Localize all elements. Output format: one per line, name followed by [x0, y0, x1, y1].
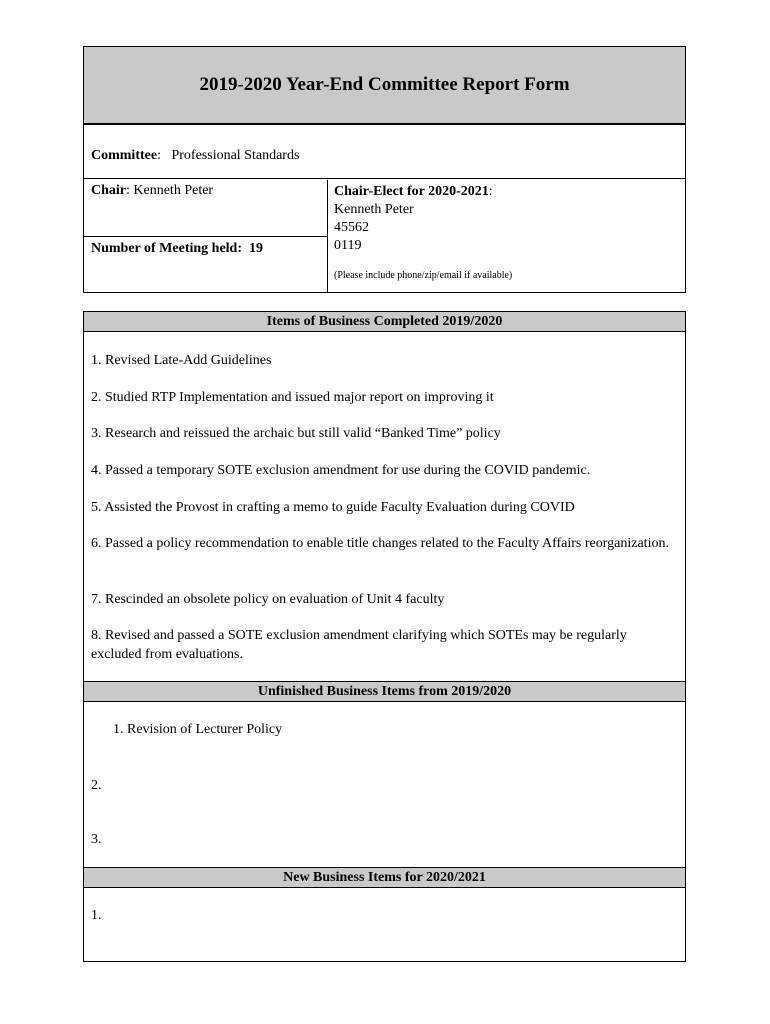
committee-label: Committee	[91, 148, 158, 163]
committee-value: Professional Standards	[171, 148, 300, 163]
business-items-box	[83, 311, 686, 962]
report-header-box	[83, 46, 686, 293]
chair-elect-label: Chair-Elect for 2020-2021	[334, 184, 489, 199]
meetings-cell	[84, 237, 327, 257]
list-item: 3. Research and reissued the archaic but still valid “Banked Time” policy	[91, 426, 501, 441]
chair-cell: Chair: Kenneth Peter	[84, 180, 327, 237]
unfinished-heading: Unfinished Business Items from 2019/2020	[84, 681, 685, 702]
list-item: 8. Revised and passed a SOTE exclusion amendment clarifying which SOTEs may be regularly excluded from evaluations.	[91, 628, 627, 662]
chair-elect-note: (Please include phone/zip/email if available)	[334, 270, 513, 281]
list-item: 5. Assisted the Provost in crafting a memo to guide Faculty Evaluation during COVID	[91, 500, 575, 515]
chair-elect-line3: 0119	[334, 238, 362, 253]
list-item: 1.	[91, 908, 102, 923]
meetings-value: 19	[249, 241, 263, 256]
left-column	[84, 180, 328, 292]
chair-value: Kenneth Peter	[133, 183, 214, 198]
list-item: 2.	[91, 778, 102, 793]
list-item: 4. Passed a temporary SOTE exclusion amendment for use during the COVID pandemic.	[91, 463, 591, 478]
list-item: 2. Studied RTP Implementation and issued major report on improving it	[91, 390, 494, 405]
chair-elect-cell: Chair-Elect for 2020-2021: Kenneth Peter 45562 0119 (Please include phone/zip/email if available)	[334, 183, 512, 285]
meetings-label: Number of Meeting held:	[91, 241, 242, 256]
list-item: 1. Revision of Lecturer Policy	[113, 722, 283, 737]
form-title: 2019-2020 Year-End Committee Report Form	[84, 47, 685, 125]
chair-elect-name: Kenneth Peter	[334, 202, 414, 217]
committee-row: Committee: Professional Standards	[84, 126, 685, 179]
new-business-heading: New Business Items for 2020/2021	[84, 867, 685, 888]
chair-label: Chair	[91, 183, 126, 198]
completed-heading: Items of Business Completed 2019/2020	[84, 312, 685, 332]
list-item: 3.	[91, 832, 102, 847]
list-item: 7. Rescinded an obsolete policy on evaluation of Unit 4 faculty	[91, 592, 445, 607]
chair-elect-line2: 45562	[334, 220, 369, 235]
list-item: 6. Passed a policy recommendation to enable title changes related to the Faculty Affairs reorganization.	[91, 536, 669, 551]
list-item: 1. Revised Late-Add Guidelines	[91, 353, 272, 368]
